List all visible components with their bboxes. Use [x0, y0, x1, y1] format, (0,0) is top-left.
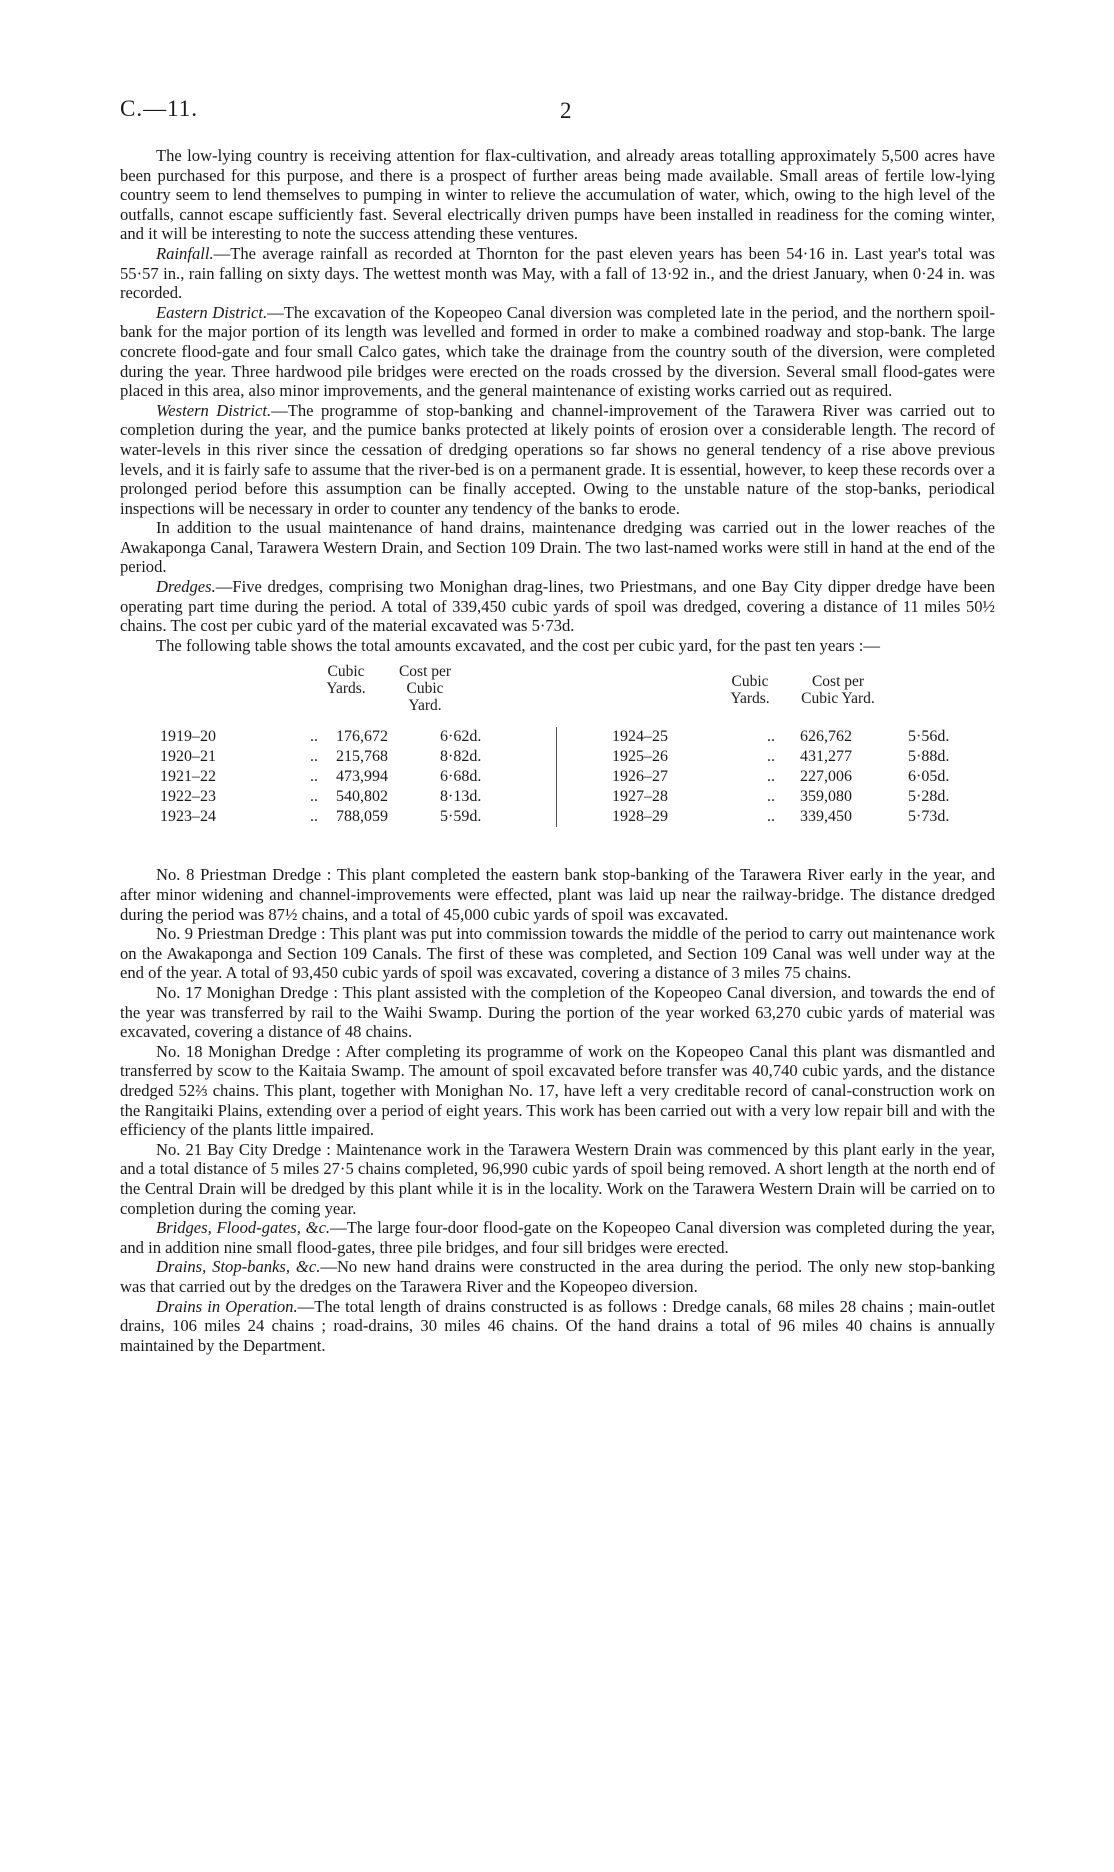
table-cost-per-yard: 8·82d. — [440, 748, 482, 766]
document-reference: C.—11. — [120, 96, 198, 121]
table-cost-per-yard: 5·88d. — [908, 748, 950, 766]
table-cost-per-yard: 6·62d. — [440, 728, 482, 746]
operation-heading: Drains in Operation. — [156, 1296, 298, 1316]
table-cubic-yards: 176,672 — [336, 728, 388, 746]
table-year: 1921–22 — [160, 768, 216, 786]
dredges-heading: Dredges. — [156, 577, 216, 597]
table-row — [160, 767, 540, 787]
table-cost-per-yard: 6·05d. — [908, 768, 950, 786]
table-cost-per-yard: 5·28d. — [908, 788, 950, 806]
rainfall-heading: Rainfall. — [156, 243, 214, 263]
table-row — [160, 787, 540, 807]
table-year: 1920–21 — [160, 748, 216, 766]
table-cubic-yards: 473,994 — [336, 768, 388, 786]
table-year: 1925–26 — [612, 748, 668, 766]
table-year: 1923–24 — [160, 808, 216, 826]
paragraph-no9-dredge: No. 9 Priestman Dredge : This plant was put into commission towards the middle of the period to carry out maintenance work on the Awakaponga and Section 109 Canals. The first of these was completed, and Section 109 Canal was well under way at the end of the year. A total of 93,450 cubic yards of spoil was excavated, covering a distance of 3 miles 75 chains. — [120, 924, 995, 983]
table-row — [612, 787, 992, 807]
paragraph-no17-dredge: No. 17 Monighan Dredge : This plant assisted with the completion of the Kopeopeo Canal diversion, and towards the end of the year was transferred by rail to the Waihi Swamp. During the portion of the year worked 63,270 cubic yards of material was excavated, covering a distance of 48 chains. — [120, 983, 995, 1042]
paragraph-rainfall: Rainfall.—The average rainfall as recorded at Thornton for the past eleven years has been 54·16 in. Last year's total was 55·57 in., rain falling on sixty days. The wettest month was May, with a fall of 13·92 in., and the driest January, when 0·24 in. was recorded. — [120, 243, 995, 303]
paragraph-flax: The low-lying country is receiving attention for flax-cultivation, and already areas totalling approximately 5,500 acres have been purchased for this purpose, and there is a prospect of further areas being made available. Small areas of fertile low-lying country seem to lend themselves to pumping in winter to relieve the accumulation of water, which, owing to the high level of the outfalls, cannot escape sufficiently fast. Several electrically driven pumps have been installed in readiness for the coming winter, and it will be interesting to note the success attending these ventures. — [120, 146, 995, 244]
table-row — [160, 747, 540, 767]
table-cubic-yards: 626,762 — [800, 728, 852, 746]
table-cost-per-yard: 5·59d. — [440, 808, 482, 826]
table-year: 1926–27 — [612, 768, 668, 786]
table-header-cost-right: Cost per Cubic Yard. — [801, 673, 875, 708]
table-year: 1919–20 — [160, 728, 216, 746]
table-row — [612, 747, 992, 767]
paragraph-drains-stopbanks: Drains, Stop-banks, &c.—No new hand drains were constructed in the area during the period. The only new stop-banking was that carried out by the dredges on the Tarawera River and the Kopeopeo diversion. — [120, 1257, 995, 1296]
paragraph-western-district: Western District.—The programme of stop-banking and channel-improvement of the Tarawera River was carried out to completion during the year, and the pumice banks protected at likely points of erosion over a considerable length. The record of water-levels in this river since the cessation of dredging operations so far shows no general tendency of a rise above previous levels, and it is fairly safe to assume that the river-bed is on a permanent grade. It is essential, however, to keep these records over a prolonged period before this assumption can be finally accepted. Owing to the unstable nature of the stop-banks, periodical inspections will be necessary in order to counter any tendency of the banks to erode. — [120, 400, 995, 518]
paragraph-no8-dredge: No. 8 Priestman Dredge : This plant completed the eastern bank stop-banking of the Tarawera River early in the year, and after minor widening and channel-improvements were effected, plant was laid up near the railway-bridge. The distance dredged during the period was 87½ chains, and a total of 45,000 cubic yards of spoil was excavated. — [120, 865, 995, 924]
page-number: 2 — [560, 98, 572, 123]
table-row — [160, 727, 540, 747]
paragraph-bridges: Bridges, Flood-gates, &c.—The large four-door flood-gate on the Kopeopeo Canal diversion was completed during the year, and in addition nine small flood-gates, three pile bridges, and four sill bridges were erected. — [120, 1218, 995, 1257]
western-district-heading: Western District. — [156, 400, 272, 420]
table-cost-per-yard: 6·68d. — [440, 768, 482, 786]
paragraph-eastern-district: Eastern District.—The excavation of the Kopeopeo Canal diversion was completed late in the period, and the northern spoil-bank for the major portion of its length was levelled and formed in order to make a combined roadway and stop-bank. The large concrete flood-gate and four small Calco gates, which take the drainage from the country south of the diversion, were completed during the year. Three hardwood pile bridges were erected on the roads crossed by the diversion. Several small flood-gates were placed in this area, also minor improvements, and the general maintenance of existing works carried out as required. — [120, 302, 995, 401]
table-leader-dots: .. — [310, 728, 318, 746]
paragraph-maintenance: In addition to the usual maintenance of hand drains, maintenance dredging was carried out in the lower reaches of the Awakaponga Canal, Tarawera Western Drain, and Section 109 Drain. The two last-named works were still in hand at the end of the period. — [120, 518, 995, 577]
table-header-yards-right: Cubic Yards. — [730, 673, 770, 708]
drains-heading: Drains, Stop-banks, &c. — [156, 1257, 321, 1277]
table-cubic-yards: 339,450 — [800, 808, 852, 826]
table-year: 1927–28 — [612, 788, 668, 806]
table-leader-dots: .. — [310, 788, 318, 806]
table-cubic-yards: 215,768 — [336, 748, 388, 766]
table-leader-dots: .. — [310, 768, 318, 786]
table-cost-per-yard: 5·56d. — [908, 728, 950, 746]
page-header — [120, 96, 1000, 126]
table-year: 1928–29 — [612, 808, 668, 826]
table-row — [612, 767, 992, 787]
table-leader-dots: .. — [767, 768, 775, 786]
table-cubic-yards: 359,080 — [800, 788, 852, 806]
paragraph-no21-dredge: No. 21 Bay City Dredge : Maintenance work in the Tarawera Western Drain was commenced by this plant early in the year, and a total distance of 5 miles 27·5 chains completed, 96,990 cubic yards of spoil being removed. A short length at the north end of the Central Drain will be dredged by this plant while it is in the locality. Work on the Tarawera Western Drain will be carried on to completion during the coming year. — [120, 1139, 995, 1218]
table-year: 1924–25 — [612, 728, 668, 746]
table-leader-dots: .. — [767, 808, 775, 826]
bridges-heading: Bridges, Flood-gates, &c. — [156, 1218, 331, 1238]
eastern-district-heading: Eastern District. — [156, 302, 268, 322]
table-header-yards-left: Cubic Yards. — [326, 663, 366, 698]
paragraph-dredges: Dredges.—Five dredges, comprising two Monighan drag-lines, two Priestmans, and one Bay City dipper dredge have been operating part time during the period. A total of 339,450 cubic yards of spoil was dredged, covering a distance of 11 miles 50½ chains. The cost per cubic yard of the material excavated was 5·73d. — [120, 577, 995, 636]
table-cost-per-yard: 8·13d. — [440, 788, 482, 806]
table-year: 1922–23 — [160, 788, 216, 806]
table-row — [612, 807, 992, 827]
table-cubic-yards: 227,006 — [800, 768, 852, 786]
table-leader-dots: .. — [767, 788, 775, 806]
table-leader-dots: .. — [767, 728, 775, 746]
paragraph-no18-dredge: No. 18 Monighan Dredge : After completing its programme of work on the Kopeopeo Canal this plant was dismantled and transferred by scow to the Kaitaia Swamp. The amount of spoil excavated before transfer was 40,740 cubic yards, and the distance dredged 52⅔ chains. This plant, together with Monighan No. 17, have left a very creditable record of canal-construction work on the Rangitaiki Plains, extending over a period of eight years. This work has been carried out with a very low repair bill and with the efficiency of the plants little impaired. — [120, 1041, 995, 1140]
table-divider — [556, 727, 557, 827]
paragraph-table-intro: The following table shows the total amounts excavated, and the cost per cubic yard, for the past ten years :— — [156, 635, 880, 655]
table-row — [160, 807, 540, 827]
table-header-cost-left: Cost per Cubic Yard. — [398, 663, 452, 715]
table-leader-dots: .. — [310, 748, 318, 766]
table-leader-dots: .. — [310, 808, 318, 826]
table-cost-per-yard: 5·73d. — [908, 808, 950, 826]
table-row — [612, 727, 992, 747]
table-cubic-yards: 431,277 — [800, 748, 852, 766]
table-cubic-yards: 540,802 — [336, 788, 388, 806]
paragraph-drains-in-operation: Drains in Operation.—The total length of drains constructed is as follows : Dredge canals, 68 miles 28 chains ; main-outlet drains, 106 miles 24 chains ; road-drains, 30 miles 46 chains. Of the hand drains a total of 96 miles 40 chains is annually maintained by the Department. — [120, 1296, 996, 1355]
table-leader-dots: .. — [767, 748, 775, 766]
document-body — [120, 146, 995, 1355]
table-cubic-yards: 788,059 — [336, 808, 388, 826]
excavation-table — [120, 659, 995, 855]
